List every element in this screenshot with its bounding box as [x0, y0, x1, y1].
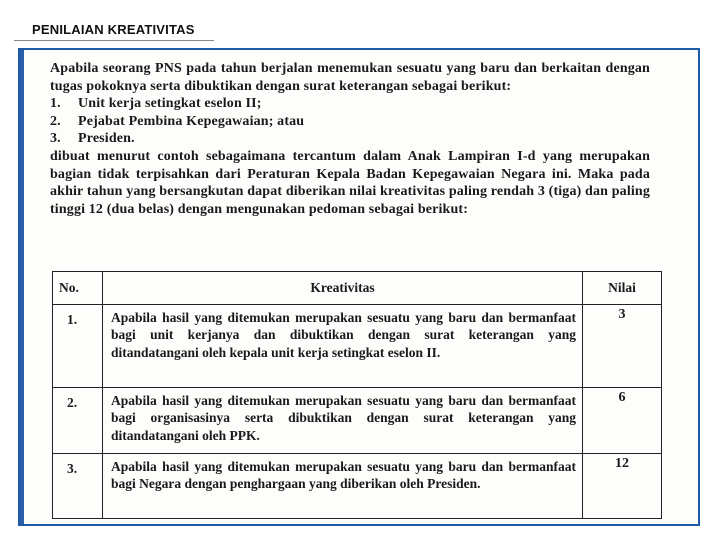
- certificate-list: [50, 95, 650, 148]
- header-nilai: Nilai: [583, 272, 662, 305]
- list-item: [50, 113, 650, 131]
- regulation-text: [50, 60, 650, 218]
- intro-paragraph: Apabila seorang PNS pada tahun berjalan menemukan sesuatu yang baru dan berkaitan dengan tugas pokoknya serta dibuktikan dengan surat keterangan sebagai berikut:: [50, 61, 650, 94]
- title-underline: [14, 40, 214, 41]
- header-kreativitas: Kreativitas: [103, 272, 583, 305]
- document-scan: [18, 48, 700, 526]
- frame-accent-bar: [20, 50, 24, 524]
- row-nilai: 6: [583, 388, 662, 454]
- list-text: Presiden.: [78, 131, 135, 147]
- row-number: 3.: [53, 454, 103, 519]
- row-description: Apabila hasil yang ditemukan merupakan sesuatu yang baru dan bermanfaat bagi Negara dengan penghargaan yang diberikan oleh Presiden.: [103, 454, 583, 519]
- list-item: [50, 95, 650, 113]
- table-row: [53, 305, 662, 388]
- row-nilai: 3: [583, 305, 662, 388]
- table-row: [53, 388, 662, 454]
- row-number: 2.: [53, 388, 103, 454]
- list-item: [50, 130, 650, 148]
- header-no: No.: [53, 272, 103, 305]
- table-row: [53, 454, 662, 519]
- table-header-row: [53, 272, 662, 305]
- list-number: 3.: [50, 131, 61, 147]
- list-text: Pejabat Pembina Kepegawaian; atau: [78, 113, 305, 129]
- row-number: 1.: [53, 305, 103, 388]
- kreativitas-table: [52, 271, 662, 519]
- row-description: Apabila hasil yang ditemukan merupakan sesuatu yang baru dan bermanfaat bagi unit kerjanya dan dibuktikan dengan surat keterangan yang ditandatangani oleh kepala unit kerja setingkat eselon II.: [103, 305, 583, 388]
- closing-paragraph: dibuat menurut contoh sebagaimana tercantum dalam Anak Lampiran I-d yang merupakan bagian tidak terpisahkan dari Peraturan Kepala Badan Kepegawaian Negara ini. Maka pada akhir tahun yang bersangkutan dapat diberikan nilai kreativitas paling rendah 3 (tiga) dan paling tinggi 12 (dua belas) dengan mengunakan pedoman sebagai berikut:: [50, 148, 650, 217]
- slide-title: PENILAIAN KREATIVITAS: [32, 22, 195, 37]
- list-number: 1.: [50, 96, 61, 112]
- list-text: Unit kerja setingkat eselon II;: [78, 96, 262, 112]
- row-description: Apabila hasil yang ditemukan merupakan sesuatu yang baru dan bermanfaat bagi organisasinya serta dibuktikan dengan surat keterangan yang ditandatangani oleh PPK.: [103, 388, 583, 454]
- list-number: 2.: [50, 113, 61, 129]
- row-nilai: 12: [583, 454, 662, 519]
